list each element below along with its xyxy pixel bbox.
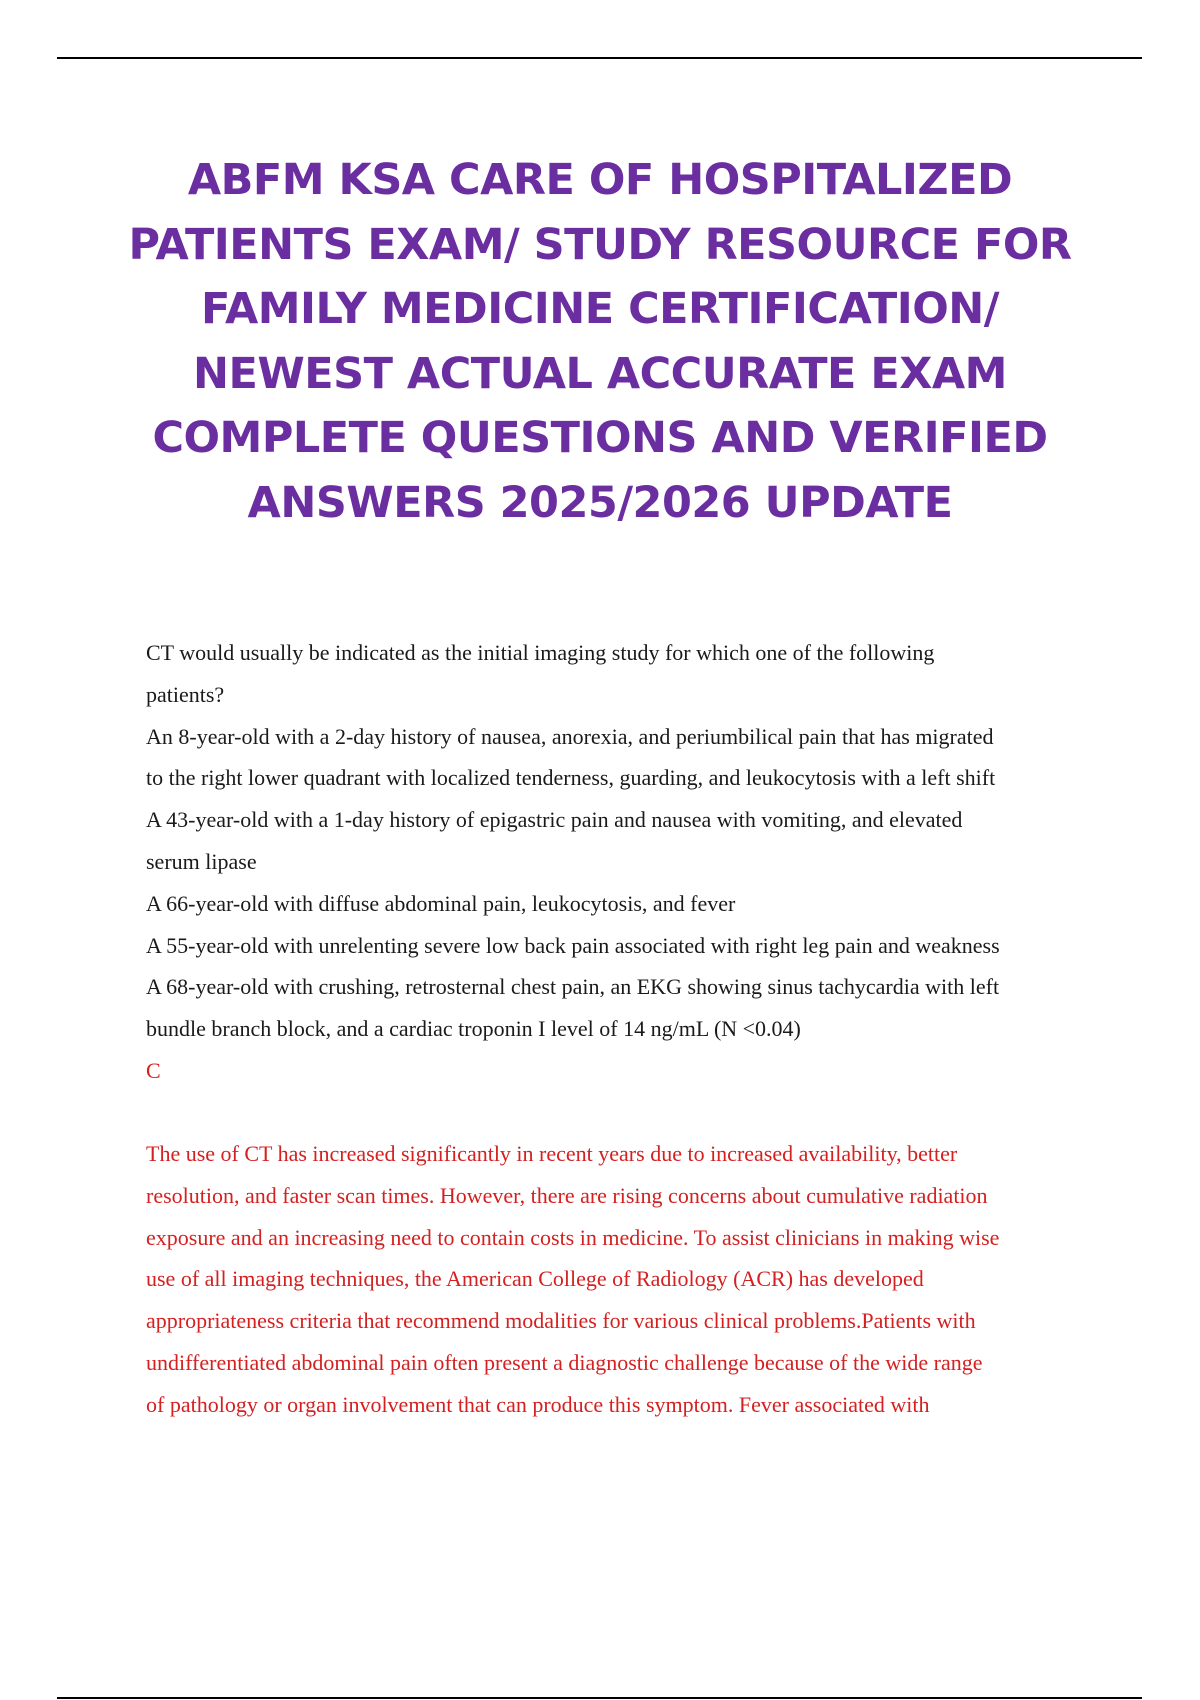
option-line: A 43-year-old with a 1-day history of epigastric pain and nausea with vomiting, and elevated (146, 807, 963, 833)
option-line: to the right lower quadrant with localized tenderness, guarding, and leukocytosis with a left shift (146, 765, 996, 791)
option-line: A 66-year-old with diffuse abdominal pain, leukocytosis, and fever (146, 890, 736, 916)
title-line: ANSWERS 2025/2026 UPDATE (247, 477, 953, 528)
option-line: An 8-year-old with a 2-day history of nausea, anorexia, and periumbilical pain that has migrated (146, 723, 994, 749)
explanation-line: use of all imaging techniques, the American College of Radiology (ACR) has developed (146, 1266, 924, 1292)
question-stem-line: patients? (146, 681, 225, 707)
explanation-line: resolution, and faster scan times. However, there are rising concerns about cumulative radiation (146, 1182, 988, 1208)
explanation-line: undifferentiated abdominal pain often present a diagnostic challenge because of the wide range (146, 1349, 983, 1375)
title-line: FAMILY MEDICINE CERTIFICATION/ (201, 284, 999, 334)
title-line: ABFM KSA CARE OF HOSPITALIZED (187, 155, 1013, 205)
explanation-line: of pathology or organ involvement that can produce this symptom. Fever associated with (146, 1391, 930, 1417)
option-line: A 68-year-old with crushing, retrosternal chest pain, an EKG showing sinus tachycardia with left (146, 974, 1000, 1000)
title-line: NEWEST ACTUAL ACCURATE EXAM (193, 348, 1007, 399)
title-line: PATIENTS EXAM/ STUDY RESOURCE FOR (128, 219, 1072, 270)
explanation-block (146, 1133, 1096, 1426)
question-stem-line: CT would usually be indicated as the initial imaging study for which one of the following (146, 640, 935, 665)
title-line: COMPLETE QUESTIONS AND VERIFIED (152, 413, 1048, 463)
explanation-line: appropriateness criteria that recommend modalities for various clinical problems.Patients with (146, 1308, 976, 1334)
document-title (100, 148, 1100, 535)
option-line: bundle branch block, and a cardiac troponin I level of 14 ng/mL (N <0.04) (146, 1016, 801, 1042)
explanation-line: The use of CT has increased significantly in recent years due to increased availability, better (146, 1141, 958, 1166)
explanation-line: exposure and an increasing need to contain costs in medicine. To assist clinicians in making wise (146, 1224, 1000, 1250)
option-line: serum lipase (146, 848, 257, 874)
bottom-divider (57, 1697, 1142, 1699)
question-block (146, 632, 1096, 1050)
option-line: A 55-year-old with unrelenting severe low back pain associated with right leg pain and weakness (146, 932, 1000, 958)
answer-label: C (146, 1058, 161, 1083)
top-divider (57, 57, 1142, 59)
